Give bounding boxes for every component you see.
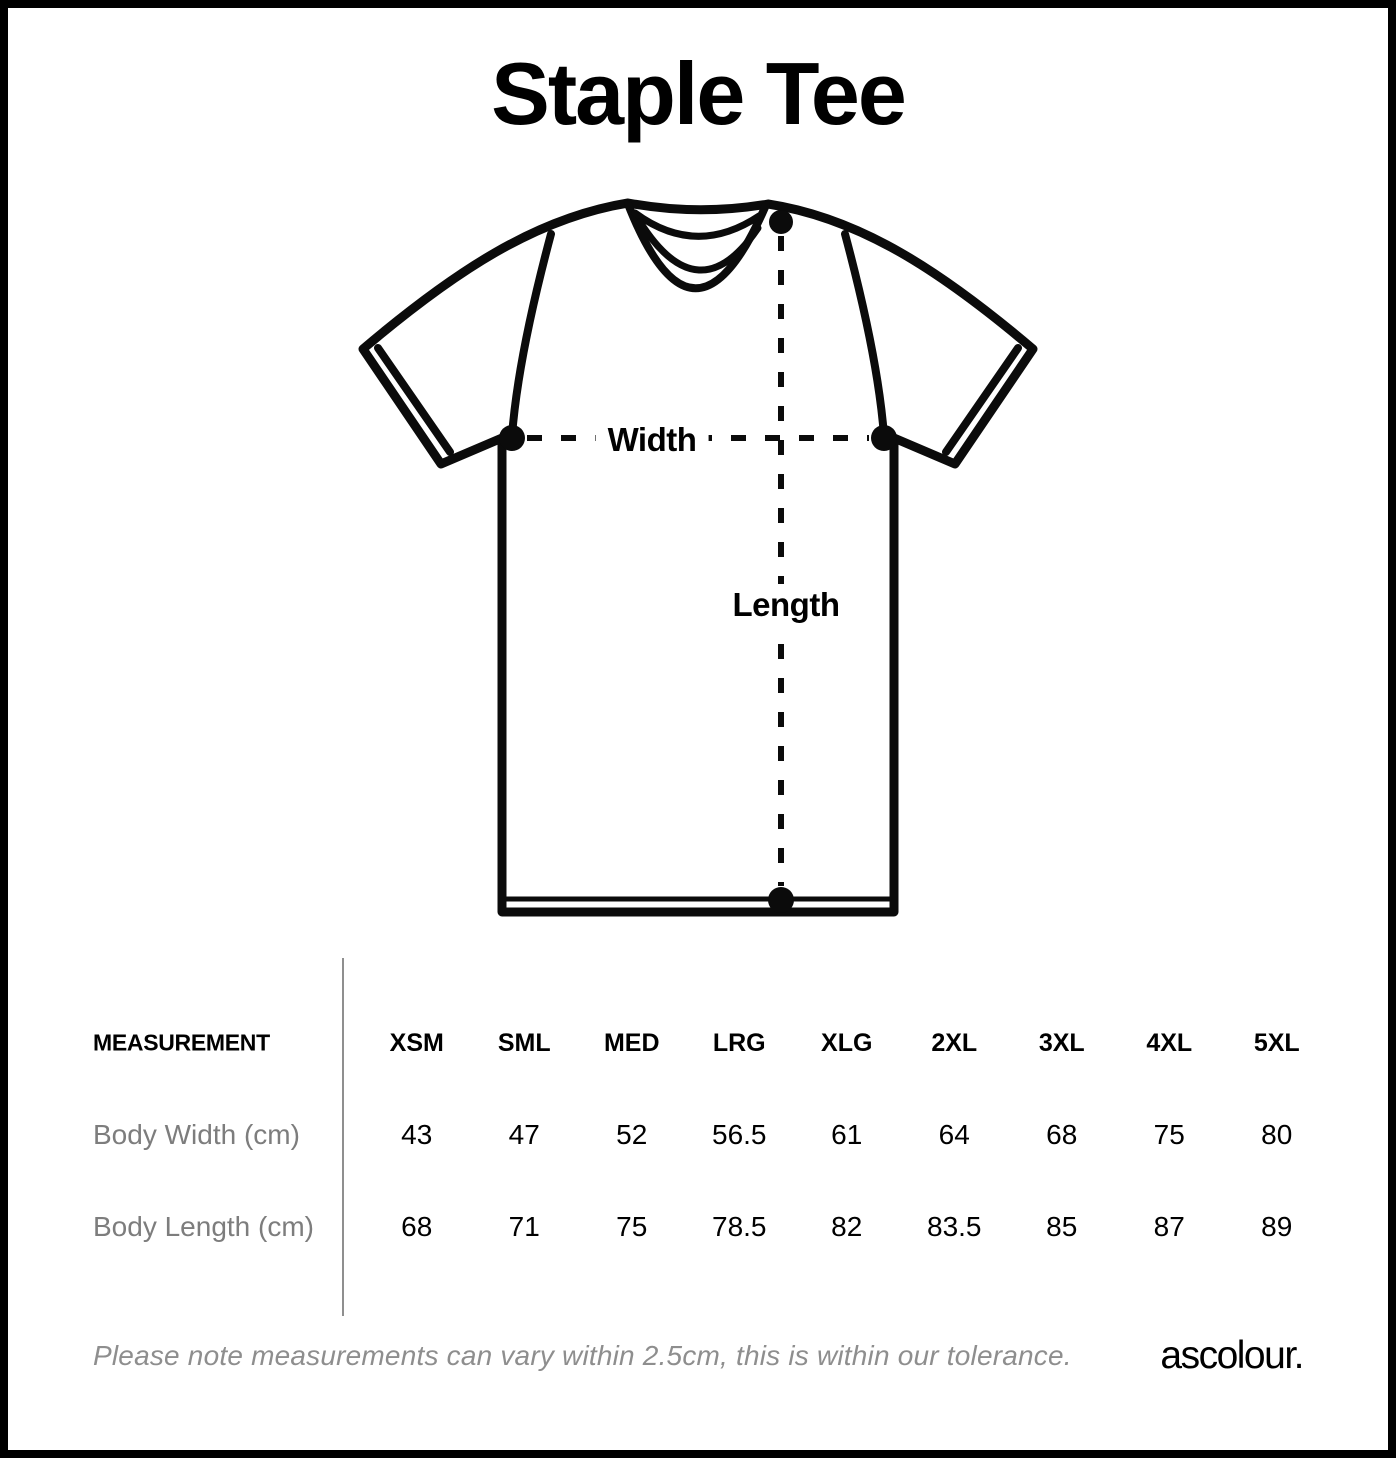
right-armpit-dot: [871, 425, 897, 451]
size-header-2xl: 2XL: [931, 1028, 978, 1057]
size-header-sml: SML: [497, 1028, 551, 1057]
body-width-cells: [363, 1109, 1331, 1161]
body-length-lrg: 78.5: [712, 1211, 767, 1242]
hem-point-dot: [768, 887, 794, 913]
body-length-4xl: 87: [1153, 1211, 1185, 1242]
size-header-5xl: 5XL: [1253, 1028, 1300, 1057]
table-header-row: [0, 1017, 1396, 1069]
body-length-2xl: 83.5: [927, 1211, 982, 1242]
tolerance-note: Please note measurements can vary within 2.5cm, this is within our tolerance.: [93, 1340, 1072, 1371]
size-header-xsm: XSM: [389, 1028, 444, 1057]
body-length-sml: 71: [508, 1211, 540, 1242]
size-header-3xl: 3XL: [1038, 1028, 1085, 1057]
body-width-xsm: 43: [401, 1119, 433, 1150]
body-width-2xl: 64: [938, 1119, 970, 1150]
size-header-med: MED: [603, 1028, 660, 1057]
table-row-body-width: [0, 1109, 1396, 1161]
page-title: Staple Tee: [491, 44, 905, 143]
collar-point-dot: [769, 210, 793, 234]
body-width-med: 52: [616, 1119, 648, 1150]
width-measurement-label: Width: [596, 419, 709, 461]
length-measurement-label: Length: [721, 584, 852, 626]
size-header-4xl: 4XL: [1146, 1028, 1193, 1057]
size-header-xlg: XLG: [821, 1028, 873, 1057]
size-header-lrg: LRG: [712, 1028, 766, 1057]
tshirt-outline: [363, 203, 1033, 912]
body-width-5xl: 80: [1261, 1119, 1293, 1150]
left-armpit-dot: [499, 425, 525, 451]
body-width-4xl: 75: [1153, 1119, 1185, 1150]
body-length-med: 75: [616, 1211, 648, 1242]
row-label-body-width: Body Width (cm): [93, 1119, 300, 1150]
body-length-3xl: 85: [1046, 1211, 1078, 1242]
tshirt-diagram: [340, 185, 1062, 925]
row-label-body-length: Body Length (cm): [93, 1211, 314, 1242]
body-width-xlg: 61: [831, 1119, 863, 1150]
body-length-cells: [363, 1201, 1331, 1253]
body-length-5xl: 89: [1261, 1211, 1293, 1242]
body-length-xsm: 68: [401, 1211, 433, 1242]
table-row-body-length: [0, 1201, 1396, 1253]
footer: [93, 1330, 1303, 1382]
body-width-3xl: 68: [1046, 1119, 1078, 1150]
brand-logo: ascolour.: [1160, 1334, 1303, 1377]
body-width-lrg: 56.5: [712, 1119, 767, 1150]
body-width-sml: 47: [508, 1119, 540, 1150]
size-header-cells: [363, 1017, 1331, 1069]
body-length-xlg: 82: [831, 1211, 863, 1242]
measurement-column-header: MEASUREMENT: [93, 1029, 270, 1056]
